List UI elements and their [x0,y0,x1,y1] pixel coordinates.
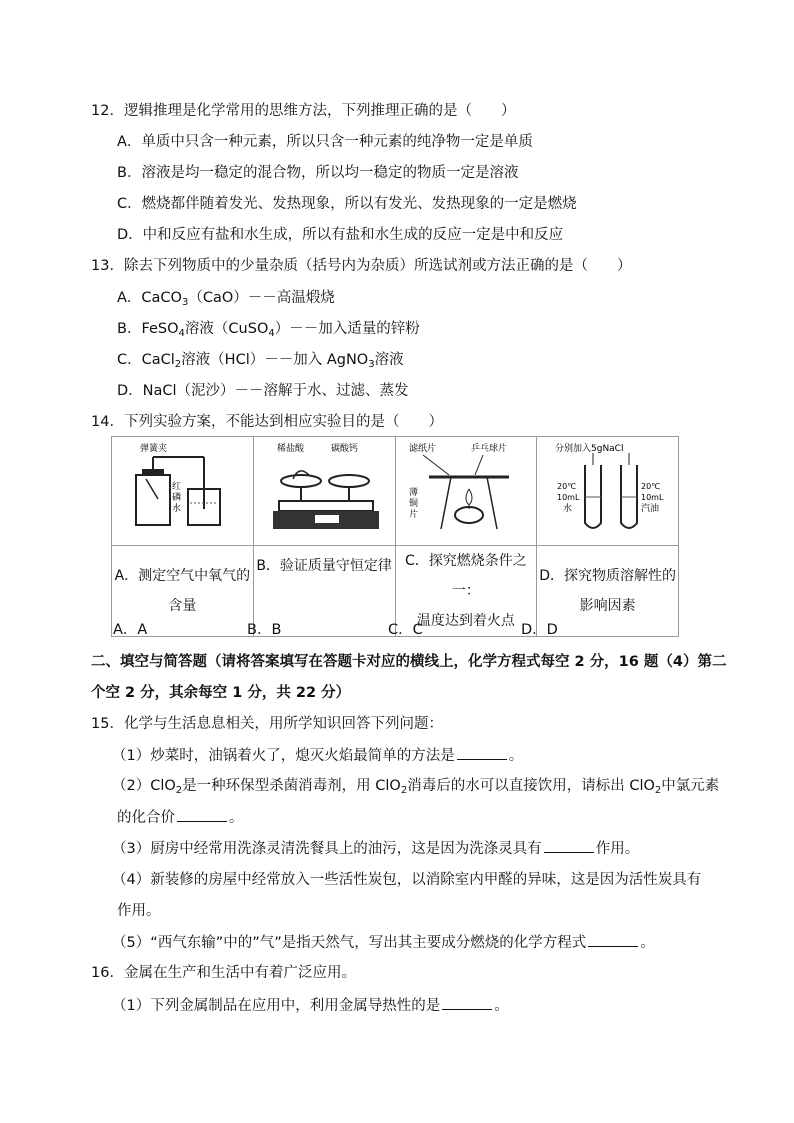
q14-answer-d: D．D [521,622,558,638]
answer-blank[interactable] [544,838,594,853]
balance-scale-icon [259,439,389,539]
q13-c-mid: 溶液（HCl）－－加入 AgNO [181,352,369,368]
caption-c-line2: 温度达到着火点 [416,613,515,629]
q12-stem: 12．逻辑推理是化学常用的思维方法，下列推理正确的是（ ） [91,103,516,119]
q13-a-sub1: 3 [181,297,189,308]
q15-p2-a: （2）ClO [112,778,176,794]
q15-p2-s3: 2 [654,785,662,796]
q14-image-c [395,437,537,546]
q15-p3-text: （3）厨房中经常用洗涤灵清洗餐具上的油污，这是因为洗涤灵具有 [112,841,542,857]
test-tubes-icon [543,439,673,539]
q15-part2 [112,776,719,796]
q15-part1 [112,745,523,766]
q15-stem: 15．化学与生活息息相关，用所学知识回答下列问题： [91,716,443,732]
label-dilute-hcl: 稀盐酸 [277,444,305,454]
q15-p1-text: （1）炒菜时，油锅着火了，熄灭火焰最简单的方法是 [112,748,455,764]
q13-b-mid: 溶液（CuSO [184,321,269,337]
label-water: 水 [172,504,182,514]
q15-p3-end: 作用。 [595,841,640,857]
q13-c-sub2: 3 [368,359,375,370]
q14-answer-a: A．A [113,622,148,638]
caption-c-line1: C．探究燃烧条件之一： [404,553,527,599]
q12-option-b: B．溶液是均一稳定的混合物，所以均一稳定的物质一定是溶液 [117,165,519,181]
answer-blank[interactable] [588,932,638,947]
q15-part4: （4）新装修的房屋中经常放入一些活性炭包，以消除室内甲醛的异味，这是因为活性炭具有 [112,872,702,888]
red-phosphorus-apparatus-icon [122,439,242,539]
q13-a-pre: A．CaCO [117,290,182,306]
section2-heading-line1: 二、填空与简答题（请将答案填写在答题卡对应的横线上，化学方程式每空 2 分，16 题（4）第二 [91,654,727,670]
caption-d-line2: 影响因素 [579,598,636,614]
q14-image-b [253,437,395,546]
q13-c-sub1: 2 [174,359,182,370]
label-temp-left: 20℃ [556,482,576,491]
answer-blank[interactable] [442,995,492,1010]
q15-p5-text: （5）“西气东输”中的”气”是指天然气，写出其主要成分燃烧的化学方程式 [112,935,587,951]
q13-option-c [117,350,404,370]
label-temp-right: 20℃ [640,482,660,491]
q16-part1 [112,995,509,1016]
q16-stem: 16．金属在生产和生活中有着广泛应用。 [91,965,356,981]
q16-p1-end: 。 [494,998,509,1014]
q13-b-sub1: 4 [178,328,185,339]
label-vol-left: 10mL [556,493,580,502]
q15-part2-line2 [117,807,244,828]
q15-part4-line2: 作用。 [117,903,161,919]
q15-part3 [112,838,639,859]
q15-p2-c: 消毒后的水可以直接饮用，请标出 ClO [407,778,655,794]
label-phosphorus: 磷 [172,493,182,503]
q13-c-pre: C．CaCl [117,352,175,368]
q13-option-a [117,288,335,308]
label-gasoline: 汽油 [640,504,659,514]
label-filter-paper: 滤纸片 [408,444,436,454]
label-water-tube: 水 [562,504,572,514]
q14-image-d [537,437,679,546]
q15-p2-end: 。 [229,810,244,826]
label-red: 红 [172,482,182,492]
answer-blank[interactable] [457,745,507,760]
q14-experiment-table [111,436,679,637]
q13-option-b [117,319,420,339]
caption-b-line1: B．验证质量守恒定律 [256,558,392,574]
label-vol-right: 10mL [640,493,664,502]
q13-stem: 13．除去下列物质中的少量杂质（括号内为杂质）所选试剂或方法正确的是（ ） [91,258,632,274]
q15-part5 [112,932,655,953]
label-pingpong: 乒乓球片 [470,444,507,454]
q15-p2-s1: 2 [175,785,183,796]
answer-blank[interactable] [177,807,227,822]
q14-image-a [112,437,254,546]
label-plate: 片 [408,510,418,520]
copper-plate-heating-icon [401,439,531,539]
q12-option-d: D．中和反应有盐和水生成，所以有盐和水生成的反应一定是中和反应 [117,227,564,243]
q13-b-pre: B．FeSO [117,321,179,337]
q15-p2-d: 中氯元素 [661,778,720,794]
caption-d-line1: D．探究物质溶解性的 [539,568,677,584]
q13-option-d: D．NaCl（泥沙）－－溶解于水、过滤、蒸发 [117,383,409,399]
q15-p5-end: 。 [640,935,655,951]
q14-answer-b: B．B [247,622,282,638]
q14-stem: 14．下列实验方案，不能达到相应实验目的是（ ） [91,414,443,430]
caption-a-line2: 含量 [168,598,197,614]
label-thin: 薄 [408,488,418,498]
q14-answer-c: C．C [388,622,423,638]
q13-a-post: （CaO）－－高温煅烧 [188,290,335,306]
label-add-nacl: 分别加入5gNaCl [554,444,624,454]
q13-b-post: ）－－加入适量的锌粉 [274,321,420,337]
label-caco3: 碳酸钙 [331,444,359,454]
q12-option-a: A．单质中只含一种元素，所以只含一种元素的纯净物一定是单质 [117,134,533,150]
q15-p2-b: 是一种环保型杀菌消毒剂，用 ClO [182,778,401,794]
label-spring-clip: 弹簧夹 [140,444,168,454]
q13-c-post: 溶液 [374,352,404,368]
q14-caption-d [537,546,679,637]
label-copper: 铜 [408,499,418,509]
q15-p2-line2: 的化合价 [117,810,175,826]
q15-p1-end: 。 [508,748,524,764]
q16-p1-text: （1）下列金属制品在应用中，利用金属导热性的是 [112,998,441,1014]
caption-a-line1: A．测定空气中氧气的 [114,568,251,584]
q12-option-c: C．燃烧都伴随着发光、发热现象，所以有发光、发热现象的一定是燃烧 [117,196,577,212]
q15-p2-s2: 2 [400,785,408,796]
section2-heading-line2: 个空 2 分，其余每空 1 分，共 22 分） [91,685,351,701]
q13-b-sub2: 4 [268,328,275,339]
